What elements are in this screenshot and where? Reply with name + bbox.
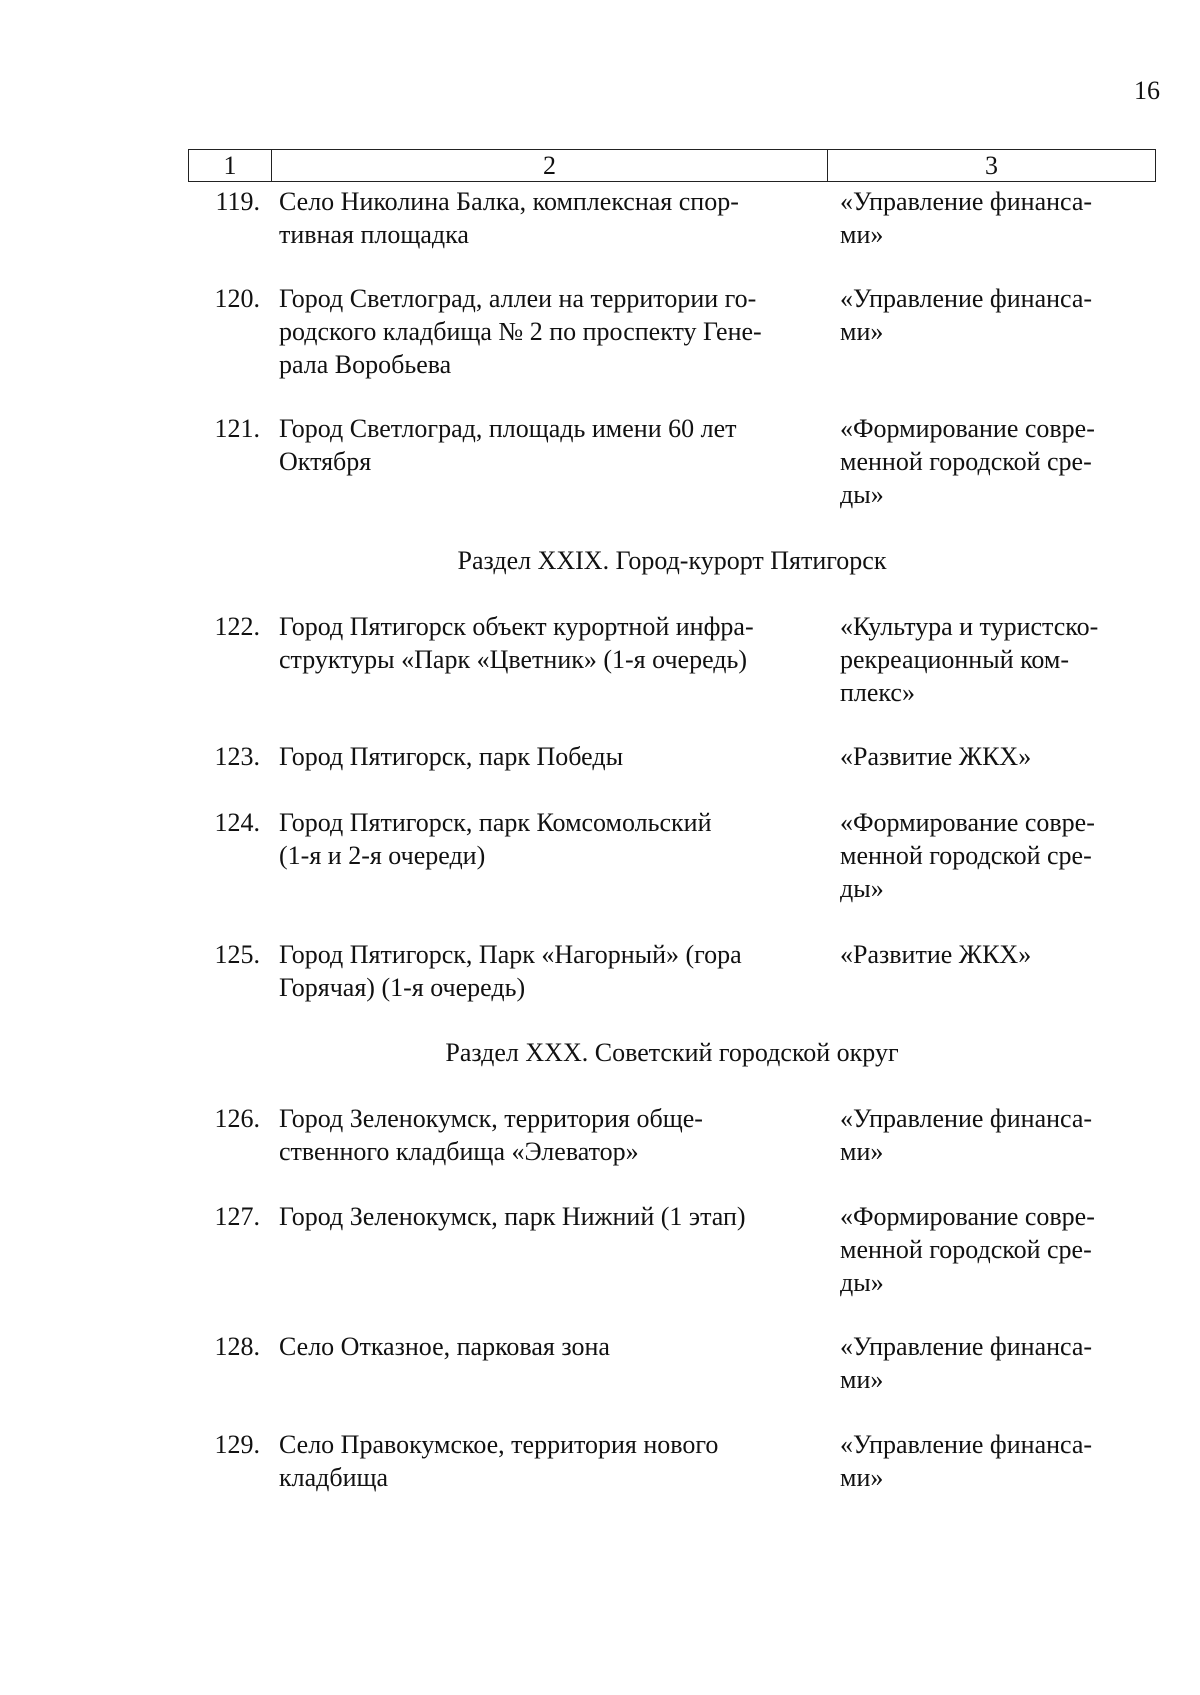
row-number: 124. xyxy=(214,808,260,837)
row-number: 129. xyxy=(214,1430,260,1459)
program-name: «Управление финанса- ми» xyxy=(840,1332,1093,1394)
location-description: Город Светлоград, аллеи на территории го- родского кладбища № 2 по проспекту Гене- рала Воробьева xyxy=(279,284,762,379)
program-name: «Управление финанса- ми» xyxy=(840,284,1093,346)
location-description: Город Пятигорск, парк Победы xyxy=(279,742,624,771)
row-number: 125. xyxy=(214,940,260,969)
section-heading: Раздел XXX. Советский городской округ xyxy=(445,1038,899,1067)
row-number: 120. xyxy=(214,284,260,313)
location-description: Город Пятигорск объект курортной инфра- структуры «Парк «Цветник» (1-я очередь) xyxy=(279,612,754,674)
program-name: «Культура и туристско- рекреационный ком- плекс» xyxy=(840,612,1099,707)
program-name: «Управление финанса- ми» xyxy=(840,187,1093,249)
location-description: Город Зеленокумск, парк Нижний (1 этап) xyxy=(279,1202,746,1231)
row-number: 127. xyxy=(214,1202,260,1231)
location-description: Село Николина Балка, комплексная спор- тивная площадка xyxy=(279,187,739,249)
row-number: 128. xyxy=(214,1332,260,1361)
location-description: Город Светлоград, площадь имени 60 лет Октября xyxy=(279,414,737,476)
row-number: 121. xyxy=(214,414,260,443)
location-description: Город Пятигорск, Парк «Нагорный» (гора Горячая) (1-я очередь) xyxy=(279,940,742,1002)
table-header xyxy=(188,149,1156,182)
page-number: 16 xyxy=(1134,76,1160,105)
location-description: Город Зеленокумск, территория обще- ственного кладбища «Элеватор» xyxy=(279,1104,703,1166)
column-header-3: 3 xyxy=(985,151,998,180)
program-name: «Развитие ЖКХ» xyxy=(840,940,1032,969)
program-name: «Формирование совре- менной городской сре- ды» xyxy=(840,414,1095,509)
row-number: 122. xyxy=(214,612,260,641)
location-description: Город Пятигорск, парк Комсомольский (1-я и 2-я очереди) xyxy=(279,808,712,870)
program-name: «Управление финанса- ми» xyxy=(840,1430,1093,1492)
row-number: 119. xyxy=(215,187,260,216)
program-name: «Управление финанса- ми» xyxy=(840,1104,1093,1166)
location-description: Село Правокумское, территория нового кладбища xyxy=(279,1430,719,1492)
program-name: «Формирование совре- менной городской сре- ды» xyxy=(840,808,1095,903)
program-name: «Формирование совре- менной городской сре- ды» xyxy=(840,1202,1095,1297)
location-description: Село Отказное, парковая зона xyxy=(279,1332,610,1361)
column-header-1: 1 xyxy=(189,150,272,181)
row-number: 126. xyxy=(214,1104,260,1133)
program-name: «Развитие ЖКХ» xyxy=(840,742,1032,771)
section-heading: Раздел XXIX. Город-курорт Пятигорск xyxy=(457,546,887,575)
row-number: 123. xyxy=(214,742,260,771)
column-header-2: 2 xyxy=(272,150,828,181)
